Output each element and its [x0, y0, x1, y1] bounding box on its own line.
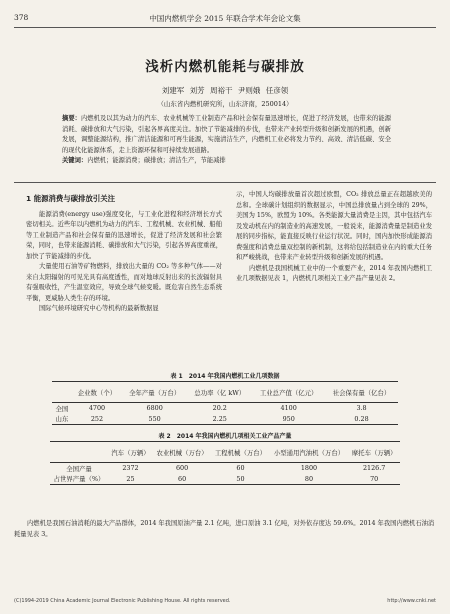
- abstract-label: 摘要：: [62, 115, 81, 122]
- table-cell: 3.8: [356, 404, 367, 413]
- table-row: [50, 474, 400, 485]
- table-cell: 占世界产量（%）: [53, 475, 105, 484]
- table1-caption: 表 1 2014 年我国内燃机工业几项数据: [170, 373, 280, 380]
- table-header-cell: 小型通用汽油机（万台）: [273, 448, 345, 457]
- table-cell: 2372: [122, 464, 139, 473]
- paragraph: 内燃机是我国石油消耗的最大产品群体，2014 年我国原油产量 2.1 亿吨，进口原油 3.1 亿吨，对外依存度达 59.6%。2014 年我国内燃机石油消耗量见表 3。: [14, 520, 435, 538]
- table-cell: 550: [148, 414, 161, 423]
- table-header-cell: 摩托车（万辆）: [351, 448, 397, 457]
- abstract-block: [62, 114, 391, 167]
- table-header-cell: 全年产量（万台）: [129, 388, 181, 397]
- table-cell: 60: [178, 474, 187, 483]
- page-footer: [14, 598, 436, 604]
- table-row: [52, 403, 398, 414]
- footer-link[interactable]: http://www.cnki.net: [387, 598, 436, 604]
- table-header-cell: [50, 442, 108, 463]
- table-header-cell: 汽车（万辆）: [111, 448, 150, 457]
- table-cell: 25: [126, 474, 135, 483]
- table-cell: 2.25: [212, 414, 227, 423]
- table-cell: 252: [90, 414, 104, 423]
- table-cell: 4700: [88, 404, 106, 413]
- left-column: [26, 190, 222, 315]
- page-number: 378: [14, 13, 29, 22]
- keywords: [62, 156, 391, 167]
- table-cell: 全国产量: [66, 464, 92, 473]
- keywords-text: 内燃机；能源消费；碳排放；清洁生产，节能减排: [87, 157, 226, 165]
- table-header-cell: 工程机械（万台）: [214, 448, 267, 457]
- section-heading: 1 能源消费与碳排放引关注: [26, 194, 116, 203]
- paragraph: 大量使用石油等矿物燃料，排放出大量的 CO₂ 等多种气体——对来自太阳辐射的可见光具有高度透性，而对地球反射出来的长波辐射具有强吸收性，产生温室效应，导致全球气候变暖。既危害自然生态系统平衡，更威胁人类生存的环境。: [26, 263, 222, 302]
- paragraph: 能源消费(energy use)强度变化，与工业化进程和经济增长方式密切相关。近些年以内燃机为动力的汽车、工程机械、农业机械、船舶等工业制造产品和社会保有量的迅速增长，促进了经济发展和社会繁荣，同时，也带来能源消耗、碳排放和大气污染，引起各界高度重视，加快了节能减排的步伐。: [26, 210, 222, 260]
- abstract-divider: [14, 182, 436, 183]
- abstract: [62, 114, 391, 156]
- running-header: [14, 13, 436, 28]
- keywords-label: 关键词：: [62, 157, 88, 165]
- abstract-text: 内燃机及以其为动力的汽车、农业机械等工业制造产品和社会保有量迅速增长，促进了经济发展，也带来的能源消耗、碳排放和大气污染，引起各界高度关注。加快了节能减排的步伐，也带来产业转型升级和创新发展的机遇，创新发展，调整能源结构，推广清洁能源和可再生能源，实施清洁生产，内燃机工业必将发力节约、高效、清洁低碳、安全的现代化能源体系，走上资源环保和可持续发展道路。: [62, 115, 392, 154]
- table-cell: 2126.7: [362, 464, 386, 473]
- table-cell: 6800: [146, 404, 163, 413]
- table2-caption: 表 2 2014 年我国内燃机几项相关工业产品产量: [158, 433, 292, 440]
- table-cell: 950: [282, 414, 295, 423]
- copyright-notice: (C)1994-2019 China Academic Journal Electronic Publishing House. All rights reserved.: [14, 598, 231, 604]
- table1: [52, 381, 398, 425]
- table-cell: 4100: [280, 404, 297, 413]
- table-cell: 80: [304, 474, 314, 483]
- right-column: [236, 190, 432, 285]
- table-row: [50, 463, 400, 474]
- table-cell: 1800: [300, 464, 318, 473]
- table-cell: 50: [236, 474, 245, 483]
- table-row: [52, 414, 398, 425]
- table-cell: 70: [370, 474, 379, 483]
- paragraph: 国际气候环境研究中心等机构的最新数据显: [39, 305, 159, 312]
- table-header-cell: [52, 382, 72, 403]
- table-cell: 60: [236, 464, 245, 473]
- table-cell: 山东: [55, 415, 69, 424]
- table2: [50, 441, 400, 485]
- table-header-cell: 工业总产值（亿元）: [259, 388, 318, 397]
- paragraph: 内燃机是我国机械工业中的一个重要产业，2014 年我国内燃机工业几项数据见表 1，内燃机几项相关工业产品产量见表 2。: [236, 264, 432, 282]
- paper-title: 浅析内燃机能耗与碳排放: [145, 59, 305, 75]
- table-header-cell: 社会保有量（亿台）: [332, 388, 391, 397]
- table-cell: 600: [175, 464, 189, 473]
- paper-affiliation: （山东省内燃机研究所，山东济南，250014）: [157, 100, 293, 108]
- table-cell: 0.28: [354, 414, 369, 423]
- table-cell: 全国: [55, 404, 69, 413]
- paper-authors: 刘建军 刘芳 周裕干 尹则娥 任彦领: [161, 86, 289, 95]
- paragraph: 示，中国人均碳排放量首次超过欧盟，CO₂ 排放总量正在超越欧美的总和。全球碳计划组织的数据显示，中国总排放量占到全球的 29%，美国为 15%，欧盟为 10%。各类能源大量消费是主因，其中包括汽车及发动机在内的制造业的高速发展，一般说来，能源消费量是制造业发展的同步指标，能直接反映行业运行状况。同时，国内加快形成能源消费强度和消费总量双控制的新机制，这将给包括制造业在内的重大任务和严峻挑战，也带来产业转型升级和创新发展的机遇。: [236, 191, 432, 261]
- table-header-cell: 农业机械（万台）: [156, 448, 208, 457]
- table-cell: 20.2: [212, 404, 227, 413]
- body-text-bottom: [14, 518, 436, 540]
- table-header-cell: 企业数（个）: [77, 388, 117, 397]
- proceedings-title: 中国内燃机学会 2015 年联合学术年会论文集: [149, 14, 301, 23]
- table-header-cell: 总功率（亿 kW）: [194, 388, 246, 397]
